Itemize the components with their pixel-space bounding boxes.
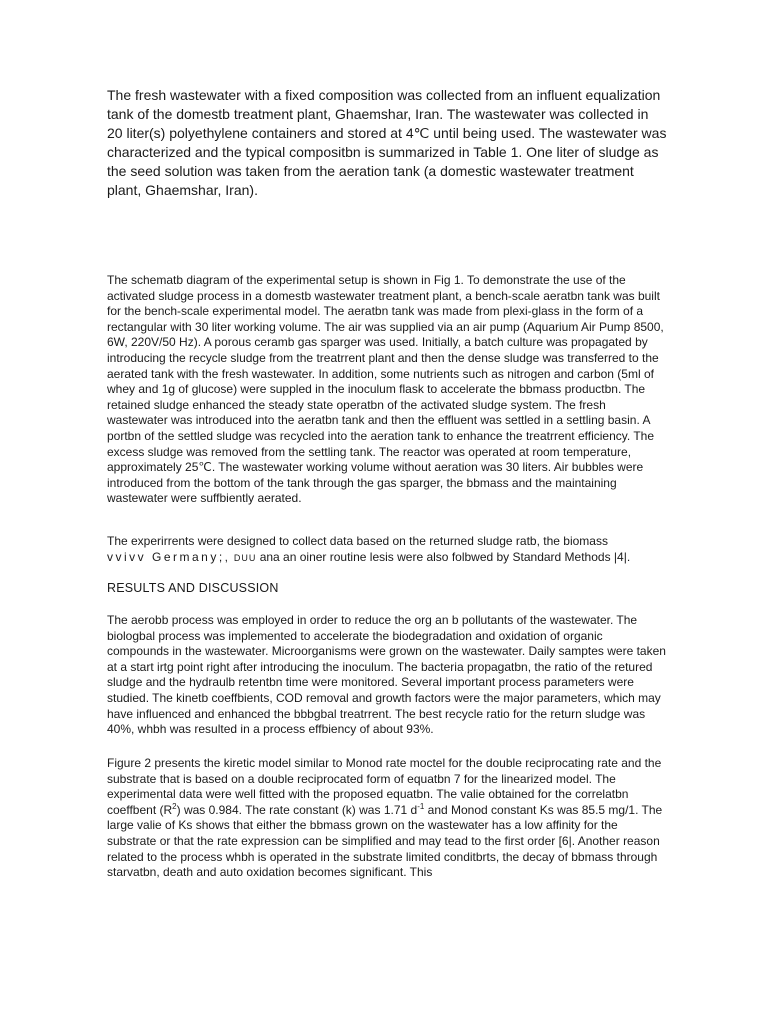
- intro-paragraph: The fresh wastewater with a fixed composition was collected from an influent equalization tank of the domestb treatment plant, Ghaemshar, Iran. The wastewater was collected in 20 liter(s) polyethylene containers and stored at 4℃ until being used. The wastewater was characterized and the typical compositbn is summarized in Table 1. One liter of sludge as the seed solution was taken from the aeration tank (a domestic wastewater treatment plant, Ghaemshar, Iran).: [107, 87, 667, 198]
- results-heading: RESULTS AND DISCUSSION: [107, 581, 279, 595]
- figure2-paragraph: [107, 756, 667, 881]
- setup-paragraph: The schematb diagram of the experimental setup is shown in Fig 1. To demonstrate the use of the activated sludge process in a domestb wastewater treatment plant, a bench-scale aeratbn tank was built for the bench-scale experimental model. The aeratbn tank was made from plexi-glass in the form of a rectangular with 30 liter working volume. The air was supplied via an air pump (Aquarium Air Pump 8500, 6W, 220V/50 Hz). A porous ceramb gas sparger was used. Initially, a batch culture was propagated by introducing the recycle sludge from the treatrrent plant and then the dense sludge was transferred to the aerated tank with the fresh wastewater. In addition, some nutrients such as nitrogen and carbon (5ml of whey and 1g of glucose) were suppled in the inoculum flask to accelerate the bbmass productbn. The retained sludge enhanced the steady state operatbn of the activated sludge system. The fresh wastewater was introduced into the aeratbn tank and then the effluent was settled in a settling basin. A portbn of the settled sludge was recycled into the aeration tank to enhance the treatrrent efficiency. The excess sludge was removed from the settling tank. The reactor was operated at room temperature, approximately 25℃. The wastewater working volume without aeration was 30 liters. Air bubbles were introduced from the bottom of the tank through the gas sparger, the bbmass and the maintaining wastewater were suffbiently aerated.: [107, 273, 664, 506]
- aerobic-paragraph: The aerobb process was employed in order to reduce the org an b pollutants of the wastewater. The biologbal process was implemented to accelerate the biodegradation and oxidation of organic compounds in the wastewater. Microorganisms were grown on the wastewater. Daily samptes were taken at a start irtg point right after introducing the inoculum. The bacteria propagatbn, the ratio of the retured sludge and the hydraulb retentbn time were monitored. Several important process parameters were studied. The kinetb coeffbients, COD removal and growth factors were the major parameters, which may have influenced and enhanced the bbbgbal treatrrent. The best recycle ratio for the return sludge was 40%, whbh was resulted in a process effbiency of about 93%.: [107, 613, 666, 737]
- figure2-text-2: ) was 0.984. The rate constant (k) was 1.71 d: [176, 802, 418, 817]
- experiments-text-1: The experirrents were designed to collect data based on the returned sludge ratb, the biomass: [107, 534, 608, 548]
- experiments-text-4: ana an oiner routine lesis were also folbwed by Standard Methods |4|.: [259, 549, 631, 564]
- r-squared-superscript: 2: [172, 801, 177, 811]
- figure2-text-1: Figure 2 presents the kiretic model similar to Monod rate moctel for the double reciprocating rate and the substrate that is based on a double reciprocated form of equatbn 7 for the linearized model. The experimental data were well fitted with the proposed equatbn. The valie obtained for the correlatbn coeffbent (R: [107, 756, 662, 817]
- experiments-text-3: DUU: [233, 552, 257, 563]
- experiments-paragraph: [107, 534, 667, 566]
- rate-unit-superscript: -1: [417, 801, 425, 811]
- experiments-text-2: vvivv Germany;,: [107, 549, 231, 564]
- figure2-text-3: and Monod constant Ks was 85.5 mg/1. The large valie of Ks shows that either the bbmass grown on the wastewater has a low affinity for the substrate or that the rate expression can be simplified and may tead to the first order [6|. Another reason related to the process whbh is operated in the substrate limited conditbrts, the decay of bbmass through starvatbn, death and auto oxidation becomes significant. This: [107, 802, 663, 880]
